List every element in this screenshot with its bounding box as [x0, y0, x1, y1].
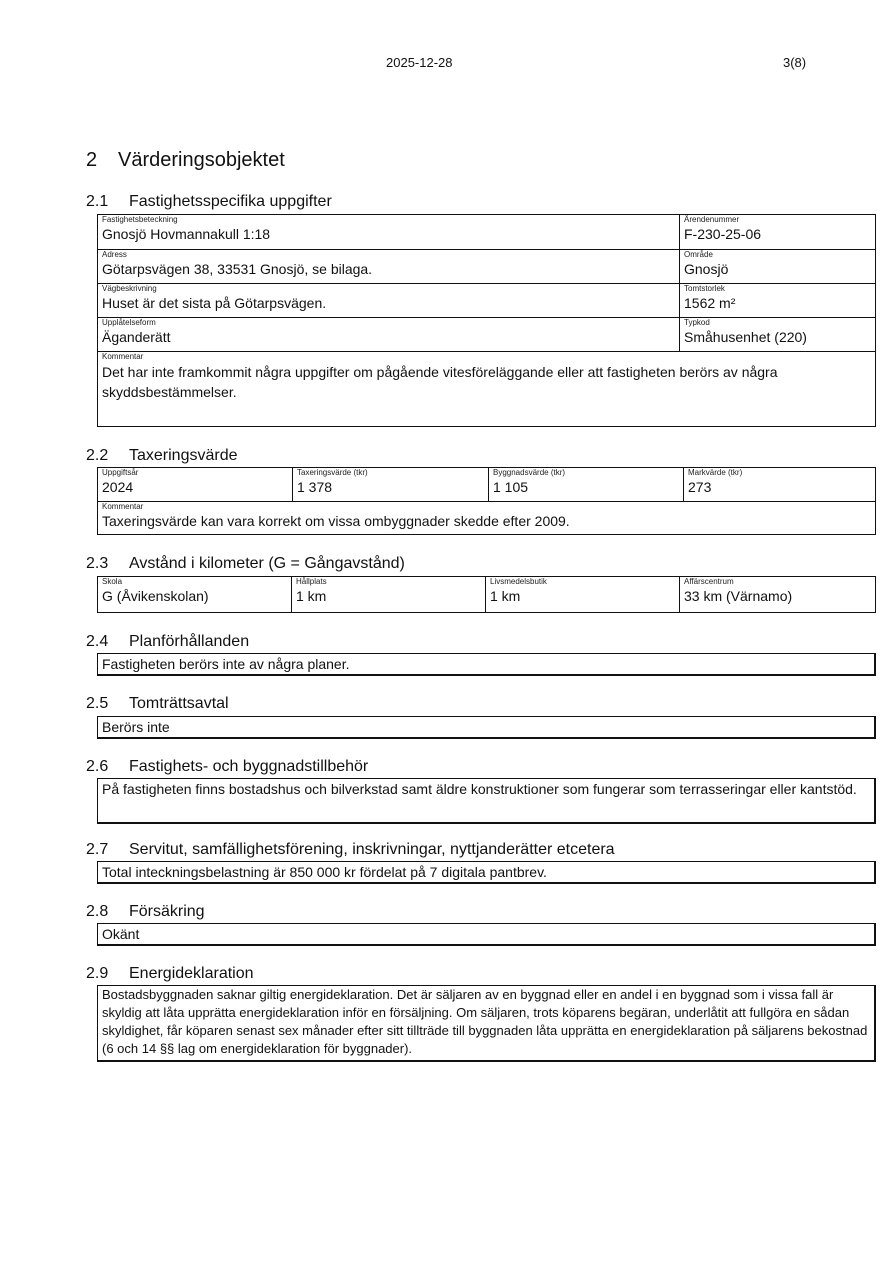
- section-heading: [86, 149, 285, 172]
- planforhallanden-box: [97, 653, 876, 676]
- field-value: Gnosjö: [684, 261, 729, 277]
- cell-uppgiftsar: [98, 468, 293, 502]
- heading-title: Försäkring: [129, 903, 205, 920]
- field-label: Affärscentrum: [684, 577, 734, 586]
- heading-number: 2.4: [86, 633, 109, 650]
- heading-title: Taxeringsvärde: [129, 447, 238, 464]
- heading-number: 2.8: [86, 903, 109, 920]
- field-value: G (Åvikenskolan): [102, 588, 209, 604]
- field-label: Upplåtelseform: [102, 318, 156, 327]
- cell-livsmedelsbutik: [486, 577, 680, 613]
- servitut-box: [97, 861, 876, 884]
- field-label: Ärendenummer: [684, 215, 740, 224]
- field-label: Livsmedelsbutik: [490, 577, 547, 586]
- heading-2-6: [86, 758, 368, 776]
- field-value: Taxeringsvärde kan vara korrekt om vissa ombyggnader skedde efter 2009.: [102, 513, 570, 529]
- heading-title: Fastighets- och byggnadstillbehör: [129, 758, 369, 775]
- tillbehor-box: [97, 778, 876, 824]
- field-value: 1562 m²: [684, 295, 736, 311]
- section-text: Bostadsbyggnaden saknar giltig energideklaration. Det är säljaren av en byggnad eller en andel i en byggnad som i vissa fall är skyldig att låta upprätta energideklaration inför en försäljning. Om säljaren, trots köparens begäran, underlåtit att fullgöra en sådan skyldighet, får köparen senast sex månader efter sitt tillträde till byggnaden låta upprätta en energideklaration på säljarens bekostnad (6 och 14 §§ lag om energideklaration för byggnader).: [102, 987, 868, 1056]
- cell-omrade: [680, 250, 876, 284]
- field-label: Uppgiftsår: [102, 468, 139, 477]
- page-number: 3(8): [783, 55, 807, 70]
- heading-2-3: [86, 555, 405, 573]
- field-value: F-230-25-06: [684, 226, 762, 242]
- field-value: 1 105: [493, 479, 529, 495]
- field-label: Kommentar: [102, 352, 144, 361]
- field-value: 2024: [102, 479, 134, 495]
- heading-title: Planförhållanden: [129, 633, 250, 650]
- heading-number: 2.1: [86, 193, 109, 210]
- cell-affarscentrum: [680, 577, 876, 613]
- cell-tax-kommentar: [98, 502, 876, 535]
- field-value: 1 km: [490, 588, 521, 604]
- field-label: Markvärde (tkr): [688, 468, 743, 477]
- section-text: Okänt: [102, 926, 140, 942]
- field-value: Det har inte framkommit några uppgifter om pågående vitesföreläggande eller att fastigheten berörs av några skyddsbestämmelser.: [102, 364, 778, 400]
- heading-title: Tomträttsavtal: [129, 695, 229, 712]
- cell-tomtstorlek: [680, 284, 876, 318]
- cell-kommentar: [98, 352, 876, 427]
- cell-byggnadsvarde: [489, 468, 684, 502]
- heading-2-9: [86, 965, 254, 983]
- field-value: 1 km: [296, 588, 327, 604]
- field-value: 33 km (Värnamo): [684, 588, 793, 604]
- section-number: 2: [86, 149, 98, 171]
- field-label: Vägbeskrivning: [102, 284, 157, 293]
- heading-2-1: [86, 193, 332, 211]
- heading-number: 2.6: [86, 758, 109, 775]
- cell-taxeringsvarde: [293, 468, 489, 502]
- field-value: 273: [688, 479, 712, 495]
- cell-upplatelseform: [98, 318, 680, 352]
- field-label: Område: [684, 250, 713, 259]
- field-value: Äganderätt: [102, 329, 171, 345]
- heading-number: 2.5: [86, 695, 109, 712]
- heading-2-2: [86, 447, 238, 465]
- heading-2-4: [86, 633, 249, 651]
- heading-title: Avstånd i kilometer (G = Gångavstånd): [129, 555, 405, 572]
- field-label: Kommentar: [102, 502, 144, 511]
- field-label: Typkod: [684, 318, 710, 327]
- field-label: Byggnadsvärde (tkr): [493, 468, 566, 477]
- section-text: Fastigheten berörs inte av några planer.: [102, 656, 350, 672]
- cell-fastighetsbeteckning: [98, 215, 680, 250]
- field-label: Skola: [102, 577, 123, 586]
- heading-number: 2.7: [86, 841, 109, 858]
- field-value: Huset är det sista på Götarpsvägen.: [102, 295, 327, 311]
- heading-title: Servitut, samfällighetsförening, inskrivningar, nyttjanderätter etcetera: [129, 841, 615, 858]
- cell-vagbeskrivning: [98, 284, 680, 318]
- heading-title: Energideklaration: [129, 965, 254, 982]
- heading-2-5: [86, 695, 229, 713]
- page-date: 2025-12-28: [386, 55, 453, 70]
- field-value: 1 378: [297, 479, 333, 495]
- tomtrattsavtal-box: [97, 716, 876, 739]
- cell-typkod: [680, 318, 876, 352]
- heading-number: 2.2: [86, 447, 109, 464]
- field-label: Fastighetsbeteckning: [102, 215, 178, 224]
- field-label: Tomtstorlek: [684, 284, 725, 293]
- tax-value-table: [97, 467, 876, 535]
- cell-hallplats: [292, 577, 486, 613]
- section-title: Värderingsobjektet: [118, 149, 285, 171]
- field-value: Småhusenhet (220): [684, 329, 807, 345]
- section-text: Total inteckningsbelastning är 850 000 kr fördelat på 7 digitala pantbrev.: [102, 864, 547, 880]
- cell-adress: [98, 250, 680, 284]
- heading-2-7: [86, 841, 615, 859]
- section-text: På fastigheten finns bostadshus och bilverkstad samt äldre konstruktioner som fungerar som terrasseringar eller kantstöd.: [102, 781, 857, 797]
- cell-markvarde: [684, 468, 876, 502]
- cell-arendenummer: [680, 215, 876, 250]
- heading-title: Fastighetsspecifika uppgifter: [129, 193, 332, 210]
- field-label: Hållplats: [296, 577, 327, 586]
- property-details-table: [97, 214, 876, 427]
- forsakring-box: [97, 923, 876, 946]
- heading-number: 2.3: [86, 555, 109, 572]
- section-text: Berörs inte: [102, 719, 170, 735]
- field-value: Gnosjö Hovmannakull 1:18: [102, 226, 271, 242]
- field-value: Götarpsvägen 38, 33531 Gnosjö, se bilaga.: [102, 261, 373, 277]
- field-label: Adress: [102, 250, 127, 259]
- energideklaration-box: [97, 985, 876, 1062]
- distance-table: [97, 576, 876, 613]
- heading-2-8: [86, 903, 205, 921]
- heading-number: 2.9: [86, 965, 109, 982]
- field-label: Taxeringsvärde (tkr): [297, 468, 368, 477]
- cell-skola: [98, 577, 292, 613]
